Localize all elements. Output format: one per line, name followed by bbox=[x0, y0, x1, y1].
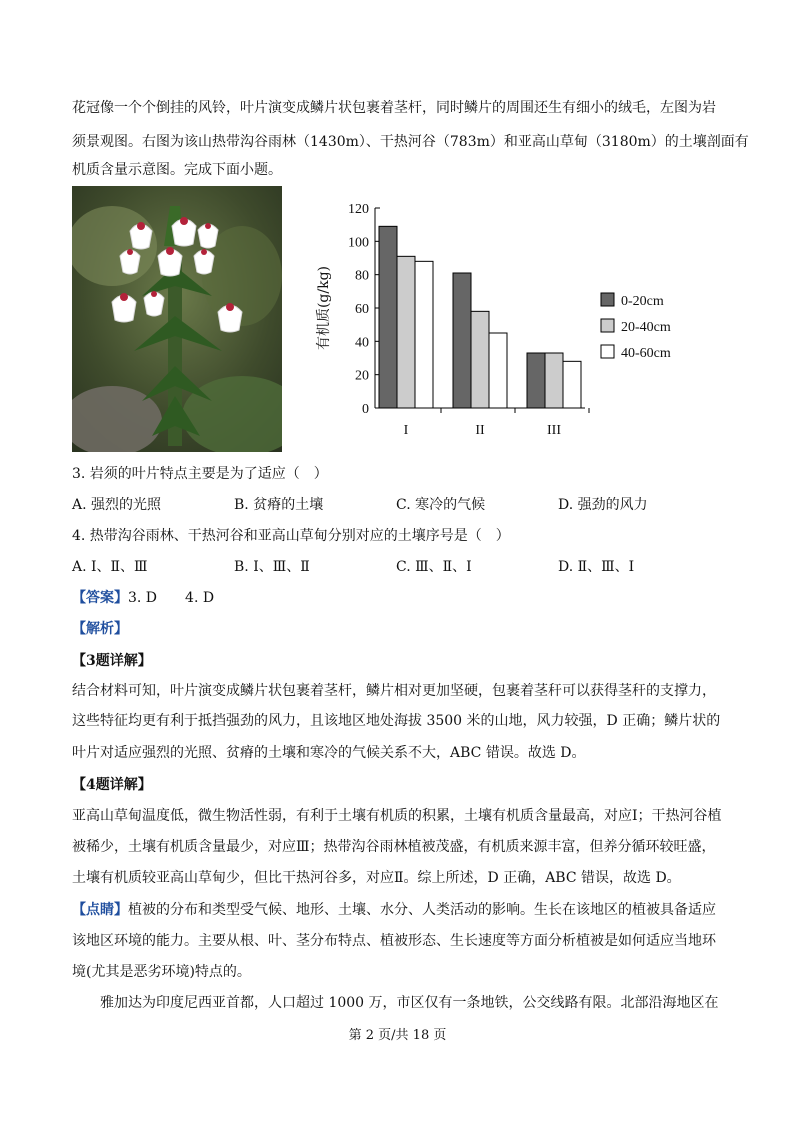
x-tick-label: III bbox=[547, 423, 561, 438]
tip-tag: 【点睛】 bbox=[72, 902, 128, 918]
detail-3-line-2: 这些特征均更有利于抵挡强劲的风力，且该地区地处海拔 3500 米的山地，风力较强，D 正确；鳞片状的 bbox=[72, 713, 721, 729]
q4-option-a: A. Ⅰ、Ⅱ、Ⅲ bbox=[72, 559, 148, 575]
tip-line-1 bbox=[72, 900, 732, 920]
q4-option-b: B. Ⅰ、Ⅲ、Ⅱ bbox=[234, 559, 310, 575]
detail-3-tag: 【3题详解】 bbox=[72, 653, 152, 669]
answer-tag: 【答案】 bbox=[72, 590, 128, 606]
q3-option-d: D. 强劲的风力 bbox=[558, 497, 648, 513]
detail-4-line-3: 土壤有机质较亚高山草甸少，但比干热河谷多，对应Ⅱ。综上所述，D 正确，ABC 错误，故选 D。 bbox=[72, 870, 681, 886]
bar-20-40cm-II bbox=[471, 311, 489, 408]
q3-option-a: A. 强烈的光照 bbox=[72, 497, 162, 513]
analysis-tag: 【解析】 bbox=[72, 621, 128, 637]
intro-line-2: 须景观图。右图为该山热带沟谷雨林（1430m）、干热河谷（783m）和亚高山草甸（3180m）的土壤剖面有 bbox=[72, 134, 749, 150]
page-footer: 第 2 页/共 18 页 bbox=[348, 1028, 447, 1043]
detail-4-line-1: 亚高山草甸温度低，微生物活性弱，有利于土壤有机质的积累，土壤有机质含量最高，对应Ⅰ；干热河谷植 bbox=[72, 808, 722, 824]
q4-option-c: C. Ⅲ、Ⅱ、Ⅰ bbox=[396, 559, 472, 575]
y-tick-label: 60 bbox=[355, 302, 369, 317]
legend-swatch bbox=[601, 319, 614, 332]
legend-swatch bbox=[601, 293, 614, 306]
y-tick-label: 20 bbox=[355, 368, 369, 384]
bar-20-40cm-III bbox=[545, 353, 563, 408]
bar-40-60cm-II bbox=[489, 333, 507, 408]
y-axis-label: 有机质(g/kg) bbox=[316, 265, 332, 351]
legend-label: 40-60cm bbox=[621, 346, 671, 361]
legend-label: 20-40cm bbox=[621, 320, 671, 335]
q3-option-c: C. 寒冷的气候 bbox=[396, 497, 486, 513]
y-tick-label: 0 bbox=[362, 402, 369, 417]
tip-line-3: 境(尤其是恶劣环境)特点的。 bbox=[72, 964, 251, 980]
x-tick-label: II bbox=[475, 423, 485, 438]
answer-text: 3. D 4. D bbox=[128, 590, 215, 606]
bar-0-20cm-II bbox=[453, 273, 471, 408]
intro-line-3: 机质含量示意图。完成下面小题。 bbox=[72, 162, 282, 178]
bar-0-20cm-III bbox=[527, 353, 545, 408]
question-4-stem: 4. 热带沟谷雨林、干热河谷和亚高山草甸分别对应的土壤序号是（ ） bbox=[72, 528, 510, 544]
q4-option-d: D. Ⅱ、Ⅲ、Ⅰ bbox=[558, 559, 635, 575]
answer-line bbox=[72, 588, 732, 608]
tip-text-1: 植被的分布和类型受气候、地形、土壤、水分、人类活动的影响。生长在该地区的植被具备适应 bbox=[128, 902, 716, 918]
y-tick-label: 40 bbox=[355, 335, 369, 351]
detail-3-line-1: 结合材料可知，叶片演变成鳞片状包裹着茎杆，鳞片相对更加坚硬，包裹着茎秆可以获得茎秆的支撑力， bbox=[72, 683, 716, 699]
detail-4-tag: 【4题详解】 bbox=[72, 777, 152, 793]
soil-organic-matter-chart bbox=[300, 196, 720, 450]
question-3-stem: 3. 岩须的叶片特点主要是为了适应（ ） bbox=[72, 466, 328, 482]
tip-line-2: 该地区环境的能力。主要从根、叶、茎分布特点、植被形态、生长速度等方面分析植被是如何适应当地环 bbox=[72, 933, 716, 949]
y-tick-label: 80 bbox=[355, 268, 369, 284]
detail-4-line-2: 被稀少，土壤有机质含量最少，对应Ⅲ；热带沟谷雨林植被茂盛，有机质来源丰富，但养分循环较旺盛， bbox=[72, 839, 716, 855]
analysis-line bbox=[72, 619, 732, 639]
y-tick-label: 100 bbox=[348, 235, 369, 251]
bar-20-40cm-I bbox=[397, 256, 415, 408]
legend-label: 0-20cm bbox=[621, 294, 664, 309]
intro-line-1: 花冠像一个个倒挂的风铃，叶片演变成鳞片状包裹着茎杆，同时鳞片的周围还生有细小的绒毛，左图为岩 bbox=[72, 100, 716, 116]
legend-swatch bbox=[601, 345, 614, 358]
bar-0-20cm-I bbox=[379, 226, 397, 408]
rock-plant-photo bbox=[72, 186, 282, 452]
bar-40-60cm-III bbox=[563, 361, 581, 408]
detail-3-line-3: 叶片对适应强烈的光照、贫瘠的土壤和寒冷的气候关系不大，ABC 错误。故选 D。 bbox=[72, 745, 586, 761]
y-tick-label: 120 bbox=[348, 202, 369, 217]
chart-svg bbox=[300, 196, 720, 446]
next-paragraph: 雅加达为印度尼西亚首都，人口超过 1000 万，市区仅有一条地铁，公交线路有限。北部沿海地区在 bbox=[100, 995, 719, 1011]
x-tick-label: I bbox=[403, 423, 409, 438]
bar-40-60cm-I bbox=[415, 261, 433, 408]
q3-option-b: B. 贫瘠的土壤 bbox=[234, 497, 324, 513]
